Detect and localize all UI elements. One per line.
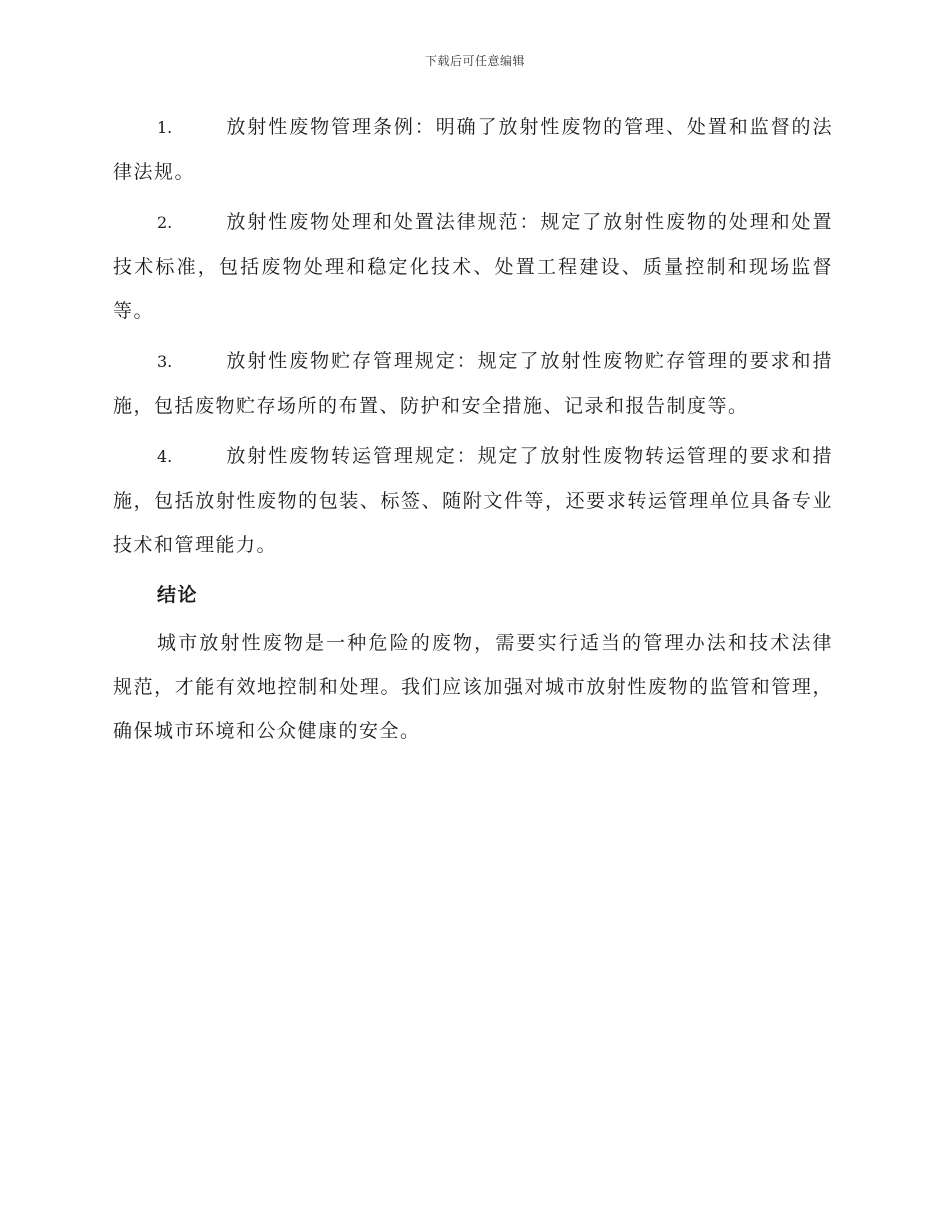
list-item-number: 2. [157, 213, 173, 232]
page-header: 下载后可任意编辑 [424, 54, 525, 68]
conclusion-paragraph: 城市放射性废物是一种危险的废物，需要实行适当的管理办法和技术法律规范，才能有效地控制和处理。我们应该加强对城市放射性废物的监管和管理，确保城市环境和公众健康的安全。 [113, 632, 833, 742]
list-item-text: 放射性废物转运管理规定：规定了放射性废物转运管理的要求和措施，包括放射性废物的包装、标签、随附文件等，还要求转运管理单位具备专业技术和管理能力。 [113, 445, 833, 556]
list-item-text: 放射性废物贮存管理规定：规定了放射性废物贮存管理的要求和措施，包括废物贮存场所的布置、防护和安全措施、记录和报告制度等。 [113, 350, 833, 417]
document-body [113, 105, 833, 753]
list-item-number: 1. [157, 118, 173, 137]
list-item-2 [113, 200, 833, 333]
conclusion-heading: 结论 [157, 584, 199, 606]
list-item-4 [113, 434, 833, 567]
list-item-number: 4. [157, 447, 173, 466]
list-item-text: 放射性废物处理和处置法律规范：规定了放射性废物的处理和处置技术标准，包括废物处理和稳定化技术、处置工程建设、质量控制和现场监督等。 [113, 211, 833, 322]
list-item-number: 3. [157, 352, 173, 371]
list-item-3 [113, 339, 833, 428]
list-item-text: 放射性废物管理条例：明确了放射性废物的管理、处置和监督的法律法规。 [113, 116, 833, 183]
list-item-1 [113, 105, 833, 194]
